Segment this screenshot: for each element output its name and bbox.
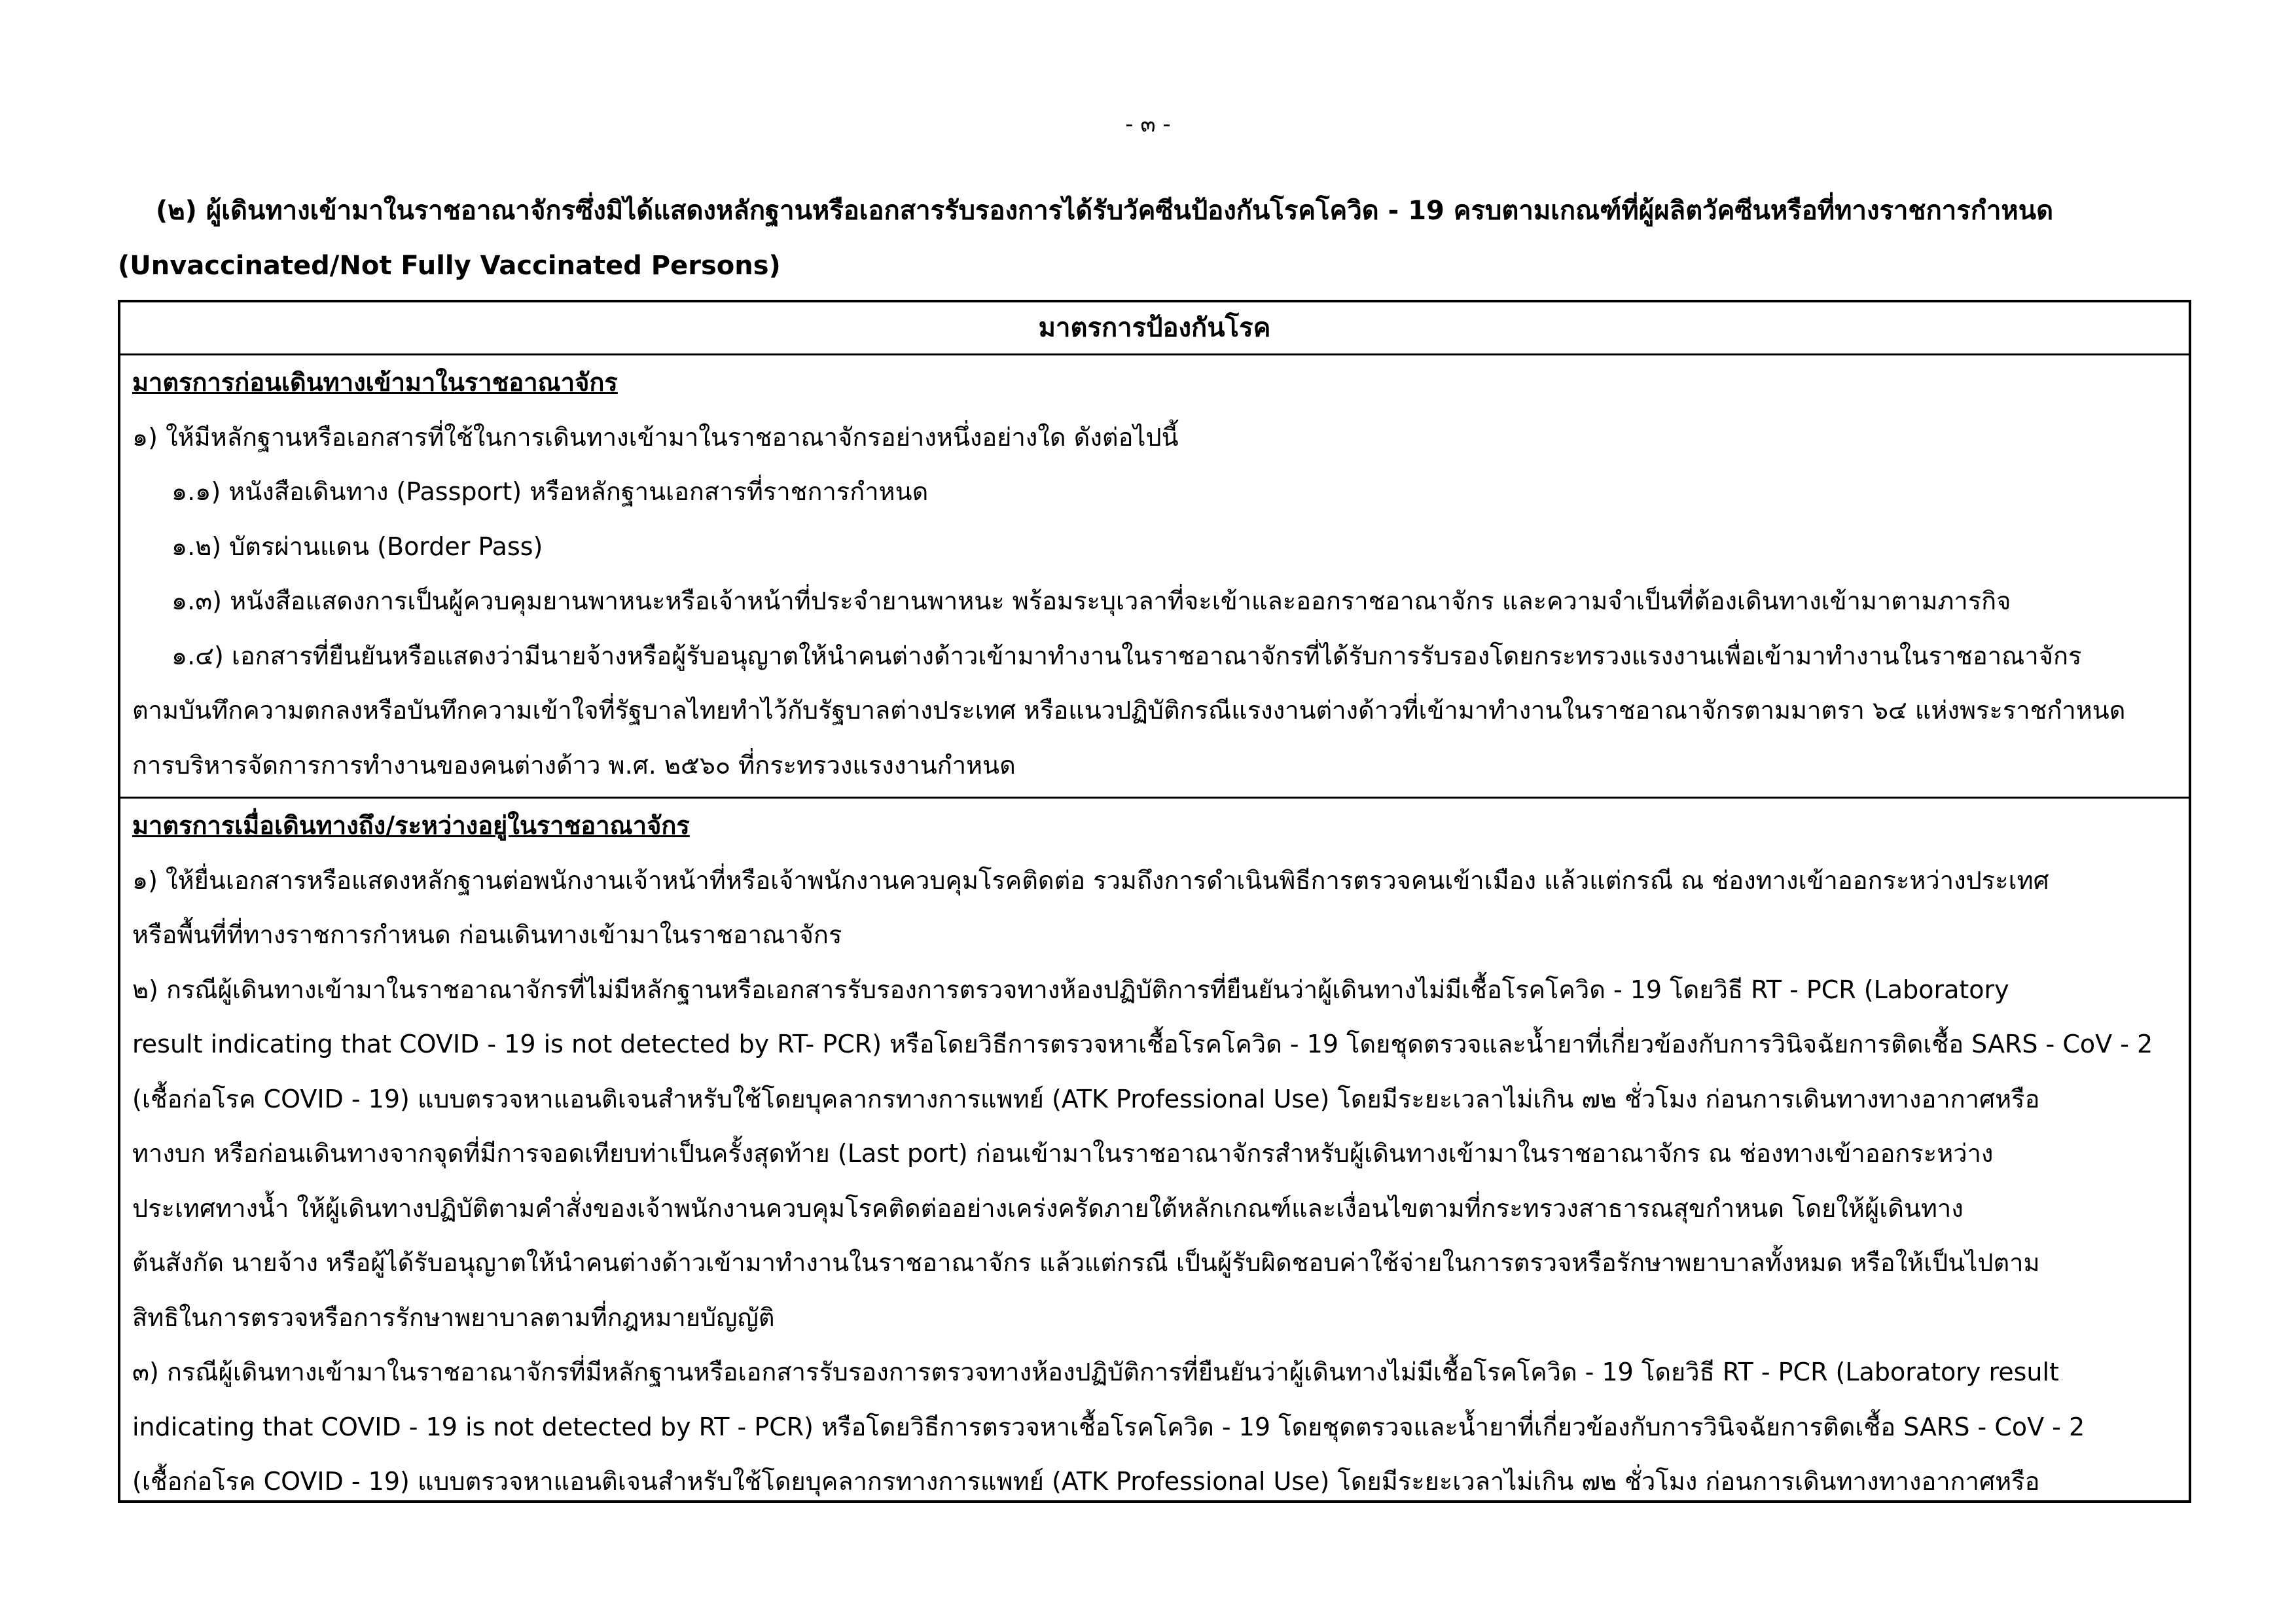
on-arrival-line: indicating that COVID - 19 is not detected by RT - PCR) หรือโดยวิธีการตรวจหาเชื้อโรคโควิด - 19 โดยชุดตรวจและน้ำยาที่เกี่ยวข้องกับการวินิจฉัยการติดเชื้อ SARS - CoV - 2 bbox=[132, 1412, 2085, 1441]
on-arrival-line: result indicating that COVID - 19 is not detected by RT- PCR) หรือโดยวิธีการตรวจหาเชื้อโรคโควิด - 19 โดยชุดตรวจและน้ำยาที่เกี่ยวข้องกับการวินิจฉัยการติดเชื้อ SARS - CoV - 2 bbox=[132, 1030, 2153, 1058]
on-arrival-line: ๑) ให้ยื่นเอกสารหรือแสดงหลักฐานต่อพนักงานเจ้าหน้าที่หรือเจ้าพนักงานควบคุมโรคติดต่อ รวมถึงการดำเนินพิธีการตรวจคนเข้าเมือง แล้วแต่กรณี ณ ช่องทางเข้าออกระหว่างประเทศ bbox=[132, 865, 2049, 895]
on-arrival-line: หรือพื้นที่ที่ทางราชการกำหนด ก่อนเดินทางเข้ามาในราชอาณาจักร bbox=[132, 920, 842, 949]
page-number: - ๓ - bbox=[1125, 111, 1171, 137]
on-arrival-line: ทางบก หรือก่อนเดินทางจากจุดที่มีการจอดเทียบท่าเป็นครั้งสุดท้าย (Last port) ก่อนเข้ามาในราชอาณาจักรสำหรับผู้เดินทางเข้ามาในราชอาณาจักร ณ ช่องทางเข้าออกระหว่าง bbox=[132, 1139, 1994, 1168]
pre-arrival-line: ๑.๔) เอกสารที่ยืนยันหรือแสดงว่ามีนายจ้างหรือผู้รับอนุญาตให้นำคนต่างด้าวเข้ามาทำงานในราชอาณาจักรที่ได้รับการรับรองโดยกระทรวงแรงงานเพื่อเข้ามาทำงานในราชอาณาจักร bbox=[171, 641, 2082, 670]
pre-arrival-line: ๑.๓) หนังสือแสดงการเป็นผู้ควบคุมยานพาหนะหรือเจ้าหน้าที่ประจำยานพาหนะ พร้อมระบุเวลาที่จะเข้าและออกราชอาณาจักร และความจำเป็นที่ต้องเดินทางเข้ามาตามภารกิจ bbox=[171, 586, 2011, 615]
pre-arrival-line: ตามบันทึกความตกลงหรือบันทึกความเข้าใจที่รัฐบาลไทยทำไว้กับรัฐบาลต่างประเทศ หรือแนวปฏิบัติกรณีแรงงานต่างด้าวที่เข้ามาทำงานในราชอาณาจักรตามมาตรา ๖๔ แห่งพระราชกำหนด bbox=[132, 696, 2126, 725]
pre-arrival-line: ๑.๒) บัตรผ่านแดน (Border Pass) bbox=[171, 532, 543, 561]
pre-arrival-line: การบริหารจัดการการทำงานของคนต่างด้าว พ.ศ. ๒๕๖๐ ที่กระทรวงแรงงานกำหนด bbox=[132, 750, 1016, 780]
heading-line-2: (Unvaccinated/Not Fully Vaccinated Persons) bbox=[118, 251, 781, 281]
pre-arrival-line: ๑.๑) หนังสือเดินทาง (Passport) หรือหลักฐานเอกสารที่ราชการกำหนด bbox=[171, 477, 929, 506]
on-arrival-line: (เชื้อก่อโรค COVID - 19) แบบตรวจหาแอนติเจนสำหรับใช้โดยบุคลากรทางการแพทย์ (ATK Professional Use) โดยมีระยะเวลาไม่เกิน ๗๒ ชั่วโมง ก่อนการเดินทางทางอากาศหรือ bbox=[132, 1467, 2040, 1496]
on-arrival-line: ๒) กรณีผู้เดินทางเข้ามาในราชอาณาจักรที่ไม่มีหลักฐานหรือเอกสารรับรองการตรวจทางห้องปฏิบัติการที่ยืนยันว่าผู้เดินทางไม่มีเชื้อโรคโควิด - 19 โดยวิธี RT - PCR (Laboratory bbox=[132, 975, 2009, 1004]
on-arrival-title: มาตรการเมื่อเดินทางถึง/ระหว่างอยู่ในราชอาณาจักร bbox=[132, 811, 690, 840]
on-arrival-line: สิทธิในการตรวจหรือการรักษาพยาบาลตามที่กฎหมายบัญญัติ bbox=[132, 1303, 775, 1332]
on-arrival-line: (เชื้อก่อโรค COVID - 19) แบบตรวจหาแอนติเจนสำหรับใช้โดยบุคลากรทางการแพทย์ (ATK Professional Use) โดยมีระยะเวลาไม่เกิน ๗๒ ชั่วโมง ก่อนการเดินทางทางอากาศหรือ bbox=[132, 1084, 2040, 1113]
table-header: มาตรการป้องกันโรค bbox=[120, 302, 2189, 355]
pre-arrival-title: มาตรการก่อนเดินทางเข้ามาในราชอาณาจักร bbox=[132, 368, 618, 397]
section-heading bbox=[118, 183, 2193, 293]
on-arrival-line: ประเทศทางน้ำ ให้ผู้เดินทางปฏิบัติตามคำสั่งของเจ้าพนักงานควบคุมโรคติดต่ออย่างเคร่งครัดภายใต้หลักเกณฑ์และเงื่อนไขตามที่กระทรวงสาธารณสุขกำหนด โดยให้ผู้เดินทาง bbox=[132, 1193, 1964, 1223]
pre-arrival-line: ๑) ให้มีหลักฐานหรือเอกสารที่ใช้ในการเดินทางเข้ามาในราชอาณาจักรอย่างหนึ่งอย่างใด ดังต่อไปนี้ bbox=[132, 422, 1179, 452]
heading-line-1: (๒) ผู้เดินทางเข้ามาในราชอาณาจักรซึ่งมิได้แสดงหลักฐานหรือเอกสารรับรองการได้รับวัคซีนป้องกันโรคโควิด - 19 ครบตามเกณฑ์ที่ผู้ผลิตวัคซีนหรือที่ทางราชการกำหนด bbox=[156, 196, 2054, 226]
on-arrival-section bbox=[120, 799, 2189, 1503]
on-arrival-line: ต้นสังกัด นายจ้าง หรือผู้ได้รับอนุญาตให้นำคนต่างด้าวเข้ามาทำงานในราชอาณาจักร แล้วแต่กรณี เป็นผู้รับผิดชอบค่าใช้จ่ายในการตรวจหรือรักษาพยาบาลทั้งหมด หรือให้เป็นไปตาม bbox=[132, 1248, 2040, 1277]
on-arrival-line: ๓) กรณีผู้เดินทางเข้ามาในราชอาณาจักรที่มีหลักฐานหรือเอกสารรับรองการตรวจทางห้องปฏิบัติการที่ยืนยันว่าผู้เดินทางไม่มีเชื้อโรคโควิด - 19 โดยวิธี RT - PCR (Laboratory result bbox=[132, 1358, 2059, 1386]
pre-arrival-section bbox=[120, 355, 2189, 799]
measures-table bbox=[118, 300, 2191, 1503]
